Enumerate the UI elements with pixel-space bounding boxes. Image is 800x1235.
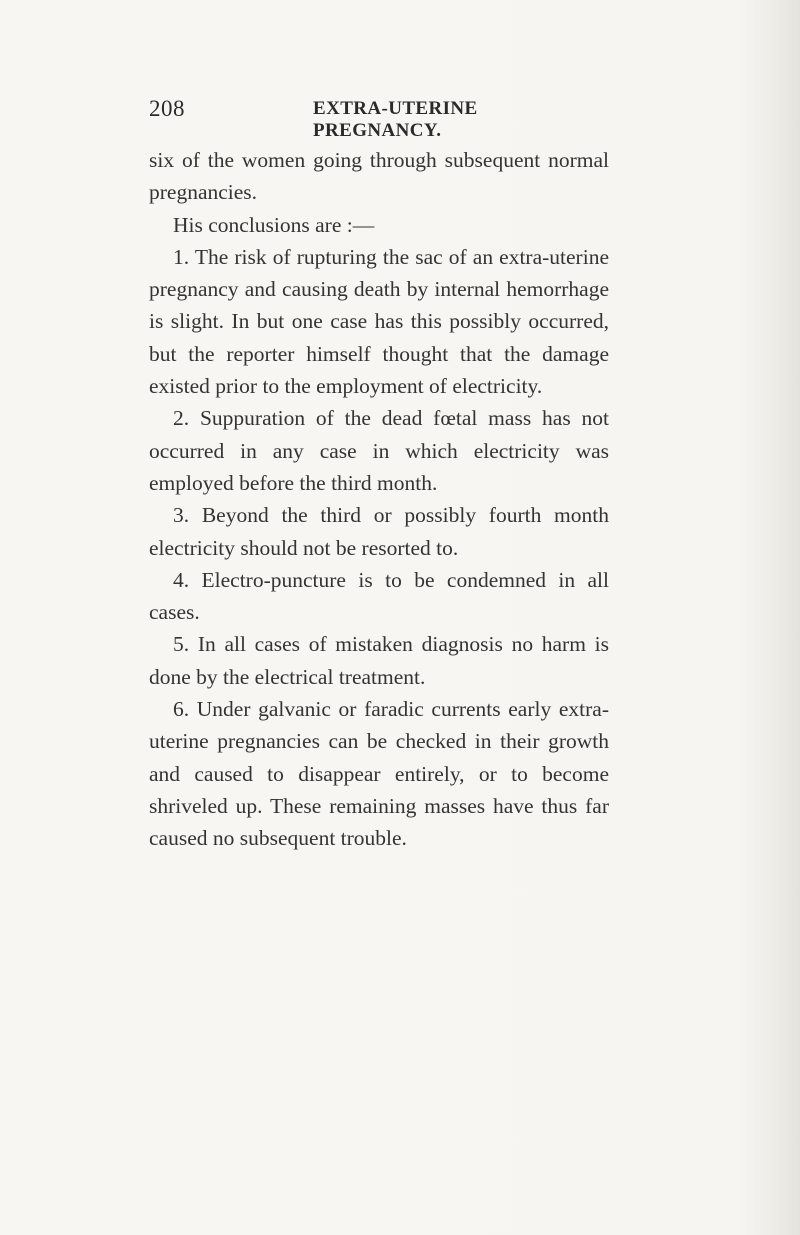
body-text xyxy=(149,144,609,855)
paragraph-conclusion-6: 6. Under galvanic or faradic currents early extra-uterine pregnancies can be checked in their growth and caused to disappear entirely, or to become shriveled up. These remaining masses have thus far caused no subsequent trouble. xyxy=(149,697,609,851)
paragraph-conclusion-4: 4. Electro-puncture is to be condemned in all cases. xyxy=(149,567,609,625)
paragraph-conclusion-5: 5. In all cases of mistaken diagnosis no harm is done by the electrical treatment. xyxy=(149,632,609,689)
paragraph-continuation: six of the women going through subsequent normal pregnancies. xyxy=(149,148,609,205)
paragraph-conclusion-1: 1. The risk of rupturing the sac of an extra-uterine pregnancy and causing death by internal hemorrhage is slight. In but one case has this possibly occurred, but the reporter himself thought that the damage existed prior to the employment of electricity. xyxy=(149,244,609,399)
paragraph-conclusion-3: 3. Beyond the third or possibly fourth month electricity should not be resorted to. xyxy=(149,503,609,560)
page-number: 208 xyxy=(149,96,185,121)
page-header xyxy=(149,96,609,141)
running-head: EXTRA-UTERINE PREGNANCY. xyxy=(313,98,478,141)
paragraph-conclusion-2: 2. Suppuration of the dead fœtal mass has not occurred in any case in which electricity was employed before the third month. xyxy=(149,406,609,495)
paragraph-conclusions-intro: His conclusions are :— xyxy=(173,212,375,237)
